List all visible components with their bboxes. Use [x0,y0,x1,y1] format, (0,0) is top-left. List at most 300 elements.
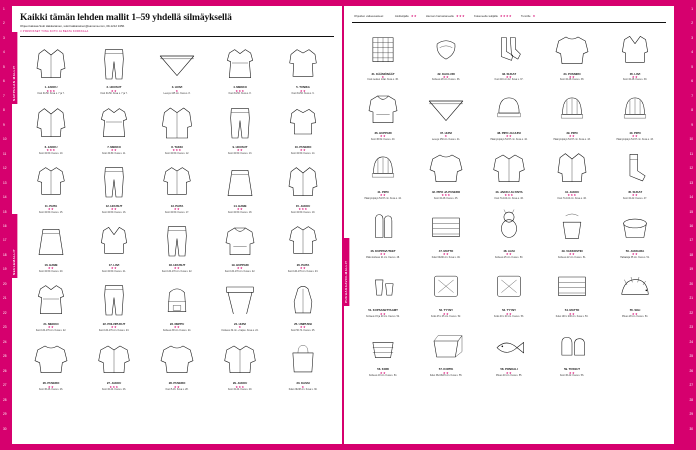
item-meta: Koko 100 x 200 cm. Kuva s. 53. [555,315,589,318]
catalog-item[interactable] [146,158,208,216]
item-meta: Korkeus 25 cm. Kuva s. 50. [494,256,524,259]
item-difficulty-stars: ★★ [568,252,576,257]
legend-divider [352,22,666,23]
legend-entry [426,14,465,18]
item-meta: Koot 36-46. Kuva s. 26. [38,388,63,391]
section-tab-3: PUUHAKAAVIO-MALLIT [343,238,349,306]
edge-tick: 7 [691,93,693,98]
trousers-icon [210,100,270,144]
item-number-label: 18. HOUSUT [168,262,186,267]
catalog-item[interactable] [541,322,603,380]
item-number-label: 57. KOPPA [438,367,454,372]
catalog-item[interactable] [478,322,540,380]
item-number-label: 54. MATTO [564,307,580,312]
edge-tick: 23 [689,325,693,330]
catalog-item[interactable] [209,217,271,275]
item-difficulty-stars: ★★ [379,311,387,316]
item-meta: Koot 36-42. Kuva s. 56. [559,375,584,378]
sleepbag-icon [273,277,333,321]
item-number-label: 53. TYYNY [501,307,516,312]
edge-tick: 30 [3,426,7,431]
item-number-label: 15. JAKKU [295,203,311,208]
item-difficulty-stars: ★★ [568,75,576,80]
edge-tick: 5 [691,64,693,69]
item-number-label: 45. SUKAT [627,189,643,194]
item-difficulty-stars: ★★ [568,370,576,375]
catalog-item[interactable] [209,40,271,98]
edge-tick: 5 [3,64,5,69]
catalog-item[interactable] [146,99,208,157]
item-meta: Päänympärys 54-57 cm. Kuva s. 43. [616,138,654,141]
item-difficulty-stars: ★★ [379,193,387,198]
catalog-item[interactable] [541,26,603,84]
catalog-item[interactable] [352,203,414,261]
item-difficulty-stars: ★ [175,89,179,93]
item-meta: Koot 34-50. Kuva s. 14. [290,152,315,155]
cups-icon [353,263,413,307]
item-difficulty-stars: ★★★ [46,148,56,153]
edge-tick: 6 [3,79,5,84]
section-tab-1: NAPPULAN MALLIT [11,32,17,104]
legend-label: Kokeneelle tekijälle [473,14,498,18]
edge-tick: 21 [689,296,693,301]
catalog-item[interactable] [415,144,477,202]
edge-tick: 16 [689,224,693,228]
edge-tick: 3 [3,35,5,40]
edge-tick: 10 [689,137,693,142]
item-meta: Korkeus 15 ja 20 cm. Kuva s. 52. [366,315,400,318]
sock-icon [605,145,665,189]
item-meta: Leveys 105 cm. Kuva s. 8. [163,93,191,96]
item-difficulty-stars: ★★ [47,207,55,212]
item-number-label: 12. HOUSUT [105,203,123,208]
item-number-label: 30. KASSI [296,380,310,385]
catalog-item[interactable] [478,144,540,202]
catalog-item[interactable] [478,203,540,261]
item-meta: Koot 34-50. Kuva s. 8. [228,93,252,96]
item-meta: Koot 74-104 cm. Kuva s. 46. [557,197,587,200]
catalog-item[interactable] [83,335,145,393]
catalog-item[interactable] [415,85,477,143]
blouse-icon [273,100,333,144]
catalog-item[interactable] [541,85,603,143]
catalog-item[interactable] [83,158,145,216]
catalog-item[interactable] [146,276,208,334]
item-meta: Koot 34-48. Kuva s. 38. [559,79,584,82]
item-meta: Koot 34-50. Kuva s. 12. [164,152,189,155]
edge-tick: 2 [3,21,5,26]
catalog-item[interactable] [272,217,334,275]
jacket-icon [21,41,81,85]
slippers-icon [542,323,602,367]
item-number-label: 59. TOSSUT [564,367,580,372]
edge-tick: 16 [3,224,7,228]
item-meta: Koot 34-50. Kuva s. 7 ja 7. [37,93,65,96]
catalog-item[interactable] [352,262,414,320]
cardigan-icon [210,336,270,380]
item-meta: Koot 34-50. Kuva s. 18. [227,211,252,214]
catalog-item[interactable] [20,276,82,334]
item-difficulty-stars: ★★★ [109,384,119,389]
catalog-item[interactable] [272,99,334,157]
edge-tick: 21 [3,296,7,301]
item-number-label: 38. PIPO JA HUIVI [497,130,521,135]
item-difficulty-stars: ★★ [173,207,181,212]
fish-icon [479,323,539,367]
legend-entry [474,14,512,18]
catalog-item[interactable] [541,262,603,320]
item-number-label: 31. KÄÄMÖNÄÄT [371,71,395,76]
item-difficulty-stars: ★★ [110,207,118,212]
item-number-label: 21. MEKKO [43,321,59,326]
catalog-item[interactable] [20,40,82,98]
sweater-icon [21,336,81,380]
edge-tick: 20 [3,281,7,286]
section-tab-2: NEULEMALLIT [11,214,17,278]
item-meta: Korkeus 22 cm. Kuva s. 51. [557,256,587,259]
item-number-label: 20. PAITA [296,262,310,267]
edge-tick: 12 [689,166,693,171]
item-meta: Korkeus 18 cm. Kuva s. 54. [368,375,398,378]
item-difficulty-stars: ★★ [236,207,244,212]
catalog-item[interactable] [272,276,334,334]
item-meta: Koot 74-104 cm. Kuva s. 46. [494,197,524,200]
item-meta: Päänympärys 54-57 cm. Kuva s. 44. [364,197,402,200]
legend-stars: ★ [532,14,536,18]
legend-label: Tunnille [520,14,531,18]
edge-tick: 28 [3,397,7,402]
item-number-label: 23. REPPU [169,321,185,326]
item-number-label: 47. MATTO [438,248,454,253]
catalog-item[interactable] [272,158,334,216]
item-difficulty-stars: ★★ [110,148,118,153]
catalog-item[interactable] [541,144,603,202]
item-difficulty-stars: ★★ [236,266,244,271]
catalog-item[interactable] [146,217,208,275]
legend-stars: ★★★★ [499,14,512,18]
item-difficulty-stars: ★★ [442,75,450,80]
item-difficulty-stars: ★★ [442,311,450,316]
catalog-item[interactable] [415,26,477,84]
item-difficulty-stars: ★★★ [46,89,56,93]
legend-entry [354,14,386,18]
catalog-item[interactable] [83,276,145,334]
knitswatch-icon [353,27,413,71]
mittens-icon [353,204,413,248]
item-difficulty-stars: ★★ [299,89,307,93]
catalog-item[interactable] [604,144,666,202]
item-difficulty-stars: ★★ [236,148,244,153]
item-difficulty-stars: ★ [381,75,385,80]
catalog-item[interactable] [478,85,540,143]
skirt-icon [21,218,81,262]
cardigan-icon [479,145,539,189]
sweater-icon [416,145,476,189]
catalog-item[interactable] [541,203,603,261]
catalog-item[interactable] [20,217,82,275]
item-number-label: 6. JAKKU [44,144,58,149]
scarf2-icon [210,277,270,321]
coat-icon [147,100,207,144]
hoodie-icon [353,86,413,130]
right-item-grid [352,26,666,380]
item-number-label: 17. LIIVI [108,262,120,267]
item-meta: Koot 34-50. Kuva s. 21. [101,270,126,273]
vest-icon [605,27,665,71]
item-number-label: 29. JAKKU [232,380,248,385]
item-meta: Koot 140-176 cm. Kuva s. 23. [287,270,319,273]
edge-tick: 8 [3,108,5,113]
item-number-label: 46. KUPPAVUTEET [370,248,396,253]
catalog-item[interactable] [83,40,145,98]
item-meta: Koko 29x38 cm. Kuva s. 30. [288,388,318,391]
catalog-item[interactable] [415,322,477,380]
catalog-item[interactable] [146,335,208,393]
item-number-label: 27. JAKKU [106,380,122,385]
item-meta: Halkaisija 35 cm. Kuva s. 51. [620,256,650,259]
catalog-item[interactable] [604,262,666,320]
item-number-label: 41. PIPO [377,189,389,194]
catalog-item[interactable] [478,26,540,84]
catalog-item[interactable] [478,262,540,320]
legend-stars: ★★★ [455,14,465,18]
item-number-label: 36. HUPPARI [374,130,392,135]
item-meta: Koot 34-50. Kuva s. 17. [164,211,189,214]
item-number-label: 34. PUSSIRO [563,71,581,76]
backpack-icon [147,277,207,321]
item-difficulty-stars: ★★ [631,134,639,139]
sweater-icon [542,27,602,71]
item-number-label: 48. AASI [503,248,515,253]
item-meta: Leveys 250 cm. Kuva s. 41. [431,138,461,141]
item-number-label: 7. MEKKO [107,144,121,149]
catalog-item[interactable] [352,26,414,84]
scarf-icon [416,86,476,130]
item-number-label: 44. JAKKU [564,189,580,194]
vest-icon [84,218,144,262]
item-difficulty-stars: ★★ [631,311,639,316]
item-number-label: 3. HUIVI [171,85,183,90]
bag-icon [273,336,333,380]
catalog-item[interactable] [604,203,666,261]
shirt-icon [147,159,207,203]
item-difficulty-stars: ★★ [299,266,307,271]
edge-tick: 18 [689,252,693,257]
catalog-item[interactable] [415,203,477,261]
edge-tick: 18 [3,252,7,257]
item-difficulty-stars: ★★ [505,370,513,375]
item-meta: Koot 34-50. Kuva s. 11. [102,152,126,155]
edge-tick: 24 [3,339,7,344]
catalog-item[interactable] [209,158,271,216]
item-difficulty-stars: ★★ [379,370,387,375]
item-difficulty-stars: ★★ [505,311,513,316]
catalog-item[interactable] [604,26,666,84]
edge-tick: 15 [3,209,7,214]
catalog-item[interactable] [20,99,82,157]
item-number-label: 22. POLVIPUKUT [102,321,126,326]
item-meta: Päänympärys 54-57 cm. Kuva s. 43. [553,138,591,141]
item-number-label: 56. KORI [377,367,389,372]
catalog-item[interactable] [272,40,334,98]
item-meta: Korkeus 32 cm + hapsu. Kuva s. 24. [221,329,259,332]
item-meta: Korkeus 38 cm. Kuva s. 24. [162,329,192,332]
difficulty-legend [352,13,666,20]
sweater-icon [147,336,207,380]
trousers-icon [147,218,207,262]
item-difficulty-stars: ★★ [505,134,513,139]
item-meta: Koot 34-50. Kuva s. 10. [38,152,63,155]
edge-tick: 20 [689,281,693,286]
item-difficulty-stars: ★★★ [567,193,577,198]
item-difficulty-stars: ★★ [47,266,55,271]
item-meta: Koot 34-50. Kuva s. 13. [227,152,252,155]
item-difficulty-stars: ★★ [442,252,450,257]
catalog-item[interactable] [209,276,271,334]
item-number-label: 26. PUSERO [42,380,60,385]
edge-tick: 1 [691,7,693,11]
item-number-label: 50. JAKKARA [625,248,645,253]
item-number-label: 25. UNIPUSSI [294,321,312,326]
catalog-item[interactable] [352,85,414,143]
catalog-item[interactable] [83,217,145,275]
item-number-label: 8. TAKKI [171,144,183,149]
catalog-item[interactable] [146,40,208,98]
beanie-icon [605,86,665,130]
catalog-item[interactable] [352,144,414,202]
item-number-label: 10. PUSERO [294,144,312,149]
edge-tick: 27 [3,383,7,388]
item-meta: Koot 34-50. Kuva s. 15. [38,211,63,214]
item-difficulty-stars: ★ [238,325,242,330]
catalog-item[interactable] [209,99,271,157]
item-number-label: 11. PAITA [44,203,58,208]
shirt-icon [21,159,81,203]
catalog-item[interactable] [83,99,145,157]
edge-tick: 7 [3,93,5,98]
edge-tick: 10 [3,137,7,142]
item-difficulty-stars: ★★★ [441,193,451,198]
item-meta: Koot neulien mitat. Kuva s. 36. [367,79,399,82]
edge-tick: 8 [691,108,693,113]
item-number-label: 28. PUSERO [168,380,186,385]
scarf-icon [147,41,207,85]
item-meta: Koko 45 x 45 cm. Kuva s. 52. [431,315,461,318]
item-meta: Koot 134-170 cm. Kuva s. 22. [161,270,193,273]
catalog-item[interactable] [415,262,477,320]
item-meta: Pituus 28 cm. Kuva s. 54. [621,315,649,318]
hedgehog-icon [605,263,665,307]
edge-tick: 11 [3,151,7,156]
edge-tick: 3 [691,35,693,40]
page-title: Kaikki tämän lehden mallit 1–59 yhdellä silmäyksellä [20,13,232,23]
beanie-icon [542,86,602,130]
right-page [344,6,674,444]
legend-entry [521,14,536,18]
item-meta: Koot 50-74. Kuva s. 25. [290,329,315,332]
catalog-item[interactable] [604,85,666,143]
cardigan-icon [84,336,144,380]
edge-tick: 25 [3,354,7,359]
trousers-icon [84,41,144,85]
item-difficulty-stars: ★★ [568,311,576,316]
item-number-label: 33. SUKAT [501,71,517,76]
left-page [12,6,342,444]
catalog-item[interactable] [209,335,271,393]
trousers-icon [84,277,144,321]
item-number-label: 43. JAKKU JA PAITA [495,189,523,194]
item-difficulty-stars: ★★ [110,89,118,93]
socks2-icon [479,27,539,71]
item-meta: Koot 32-44. Kuva s. 26. [101,388,126,391]
item-number-label: 13. PAITA [170,203,184,208]
edge-tick: 2 [691,21,693,26]
item-meta: Koko 36x15x15 cm. Kuva s. 55. [429,375,463,378]
edge-tick: 9 [691,122,693,127]
rug-icon [416,204,476,248]
item-meta: Koot 34-50. Kuva s. 7 ja 7. [100,93,128,96]
item-number-label: 51. KUPSASETTAAMT [368,307,398,312]
hoodie-icon [210,218,270,262]
edge-tick: 11 [689,151,693,156]
edge-tick: 1 [3,7,5,11]
item-difficulty-stars: ★★★ [172,148,182,153]
left-item-grid [20,40,334,394]
edge-tick: 13 [3,180,7,185]
item-difficulty-stars: ★★ [379,252,387,257]
item-number-label: 32. KAULURI [437,71,455,76]
catalog-item[interactable] [20,335,82,393]
item-meta: Koot 34-44. Kuva s. 29. [227,388,252,391]
item-meta: Koot 134-170 cm. Kuva s. 22. [224,270,256,273]
edge-tick: 26 [689,368,693,373]
jacket-icon [542,145,602,189]
item-difficulty-stars: ★★ [47,384,55,389]
edge-tick: 19 [3,267,7,272]
item-number-label: 52. TYYNY [438,307,453,312]
edge-tick: 28 [689,397,693,402]
beanie-icon [353,145,413,189]
legend-stars: ★★ [410,14,417,18]
legend-label: Hieman harrastaneelle [425,14,454,18]
edge-tick: 9 [3,122,5,127]
catalog-item[interactable] [272,335,334,393]
pillow-icon [479,263,539,307]
item-number-label: 5. TUNIKA [296,85,310,90]
catalog-item[interactable] [20,158,82,216]
stool-icon [605,204,665,248]
item-difficulty-stars: ★★ [173,325,181,330]
edge-tick: 22 [689,310,693,315]
item-number-label: 40. PIPO [629,130,641,135]
catalog-item[interactable] [352,322,414,380]
edge-tick: 26 [3,368,7,373]
basket2-icon [353,323,413,367]
dress-icon [21,277,81,321]
item-meta: Koot 34-50. Kuva s. 16. [101,211,126,214]
page-byline: // PIIRROKSET TIINA KOTO JA BEATA KORKKALA [20,29,89,33]
shirt-icon [273,218,333,262]
tunic-icon [273,41,333,85]
edge-tick: 23 [3,325,7,330]
item-difficulty-stars: ★★ [631,193,639,198]
edge-tick: 14 [689,195,693,200]
item-number-label: 55. SIILI [629,307,641,312]
item-difficulty-stars: ★★ [505,75,513,80]
edge-tick: 4 [3,50,5,55]
item-number-label: 24. HUIVI [233,321,247,326]
item-difficulty-stars: ★★★ [298,207,308,212]
